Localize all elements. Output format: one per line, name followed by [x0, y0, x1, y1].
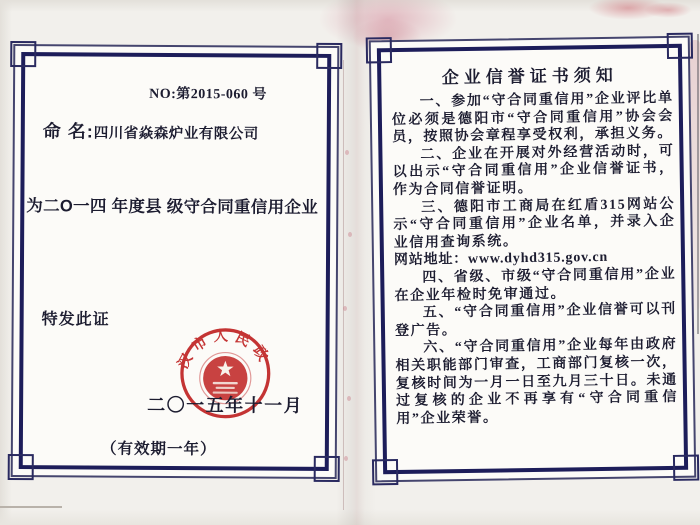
ink-dot — [343, 306, 347, 311]
scan-edge-line — [697, 34, 699, 334]
certificate-number: NO:第2015-060 号 — [149, 86, 267, 103]
notice-right-page — [369, 36, 697, 483]
ink-dot — [348, 232, 352, 237]
border-corner-ornament — [673, 455, 699, 481]
notice-title: 企业信誉证书须知 — [441, 65, 618, 88]
notice-paragraph-2: 二、企业在开展对外经营活动时，可以出示“守合同重信用”企业信誉证书，作为合同信誉证明。 — [392, 143, 675, 199]
seal-arc-text: 汉市人民政 — [175, 328, 274, 372]
notice-paragraph-6: 六、“守合同重信用”企业每年由政府相关职能部门审查，工商部门复核一次，复核时间为一月一日至九月三十日。未通过复核的企业不再享有“守合同重信用”企业荣誉。 — [395, 337, 679, 427]
border-corner-ornament — [316, 43, 342, 69]
notice-paragraph-5: 五、“守合同重信用”企业信誉可以刊登广告。 — [394, 301, 677, 339]
notice-paragraph-3: 三、德阳市工商局在红盾315网站公示“守合同重信用”企业名单，并录入企业信用查询系统。 — [393, 196, 676, 251]
notice-paragraph-4: 四、省级、市级“守合同重信用”企业在企业年检时免审通过。 — [394, 266, 677, 304]
website-line: 网站地址：www.dyhd315.gov.cn — [393, 250, 609, 269]
issue-statement: 特发此证 — [41, 311, 110, 329]
ink-dot — [347, 396, 351, 401]
border-corner-ornament — [667, 33, 693, 59]
company-name: 四川省焱森炉业有限公司 — [93, 125, 259, 143]
fold-crease-line — [343, 60, 344, 510]
ink-dot — [344, 456, 348, 461]
border-corner-ornament — [10, 41, 36, 67]
border-corner-ornament — [372, 459, 398, 485]
scan-edge-line — [0, 506, 62, 508]
award-title-line: 为二O一四 年度县 级守合同重信用企业 — [26, 197, 319, 217]
border-corner-ornament — [366, 37, 392, 63]
ink-smudge — [644, 2, 692, 18]
notice-paragraph-1: 一、参加“守合同重信用”企业评比单位必须是德阳市“守合同重信用”协会会员，按照协会章程享受权利，承担义务。 — [391, 90, 675, 146]
issue-date: 二〇一五年十一月 — [147, 394, 304, 416]
validity-note: （有效期一年） — [101, 440, 217, 459]
company-name-line — [43, 117, 259, 144]
certificate-left-page — [11, 44, 340, 479]
notice-body — [392, 90, 679, 428]
name-label: 命 名: — [42, 121, 94, 142]
ink-dot — [345, 150, 349, 155]
